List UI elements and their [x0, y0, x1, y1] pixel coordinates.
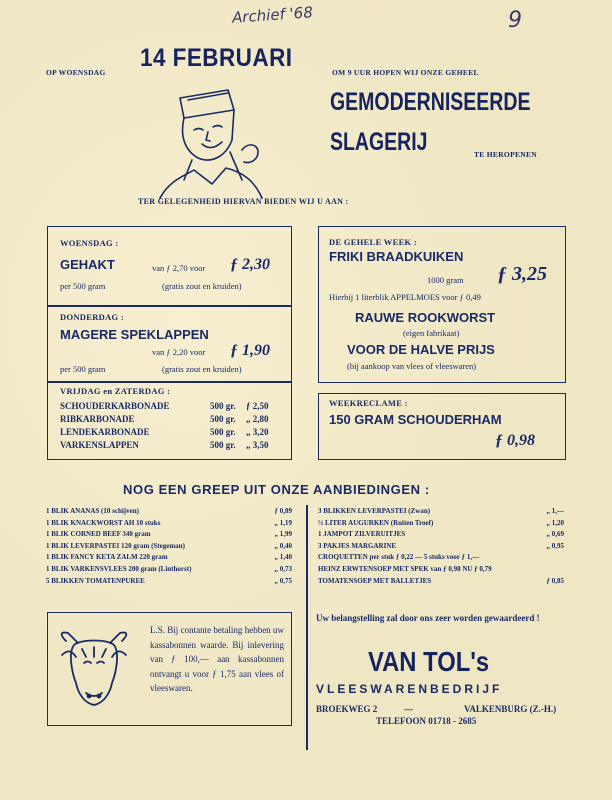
wednesday-product: GEHAKT — [60, 257, 115, 272]
week-note-2b: (bij aankoop van vlees of vleeswaren) — [347, 361, 477, 371]
header-intro: OM 9 UUR HOPEN WIJ ONZE GEHEEL — [332, 68, 479, 77]
week-note-2a: (eigen fabrikaat) — [403, 328, 460, 338]
wednesday-old-price: van ƒ 2,70 voor — [152, 263, 206, 273]
offers-right-list — [318, 506, 564, 587]
list-item: VARKENSLAPPEN 500 gr. „ 3,50 — [60, 440, 269, 450]
phone-number: TELEFOON 01718 - 2685 — [376, 716, 477, 726]
week-offers-box — [318, 226, 566, 383]
offer-intro-line: TER GELEGENHEID HIERVAN BIEDEN WIJ U AAN : — [138, 197, 349, 206]
headline-line-1: GEMODERNISEERDE — [330, 88, 531, 116]
list-item: 3 BLIKKEN LEVERPASTEI (Zwan) „ 1,— — [318, 507, 564, 515]
list-item: 5 BLIKKEN TOMATENPUREE „ 0,75 — [46, 576, 292, 585]
header-prefix: OP WOENSDAG — [46, 68, 106, 77]
brand-subtitle: VLEESWARENBEDRIJF — [316, 682, 503, 696]
list-item: CROQUETTEN per stuk ƒ 0,22 — 5 stuks voor ƒ 1,— — [318, 553, 480, 562]
kassabon-text: L.S. Bij contante betaling hebben uw kassabonnen waarde. Bij inlevering van ƒ 100,— aan kassabonnen ontvangt u voor ƒ 1,75 aan vlees of vleeswaren. — [150, 625, 284, 693]
list-item: 3 PAKJES MARGARINE „ 0,95 — [318, 541, 564, 550]
list-item: HEINZ ERWTENSOEP MET SPEK van ƒ 0,98 NU ƒ 0,79 — [318, 564, 492, 573]
list-item: LENDEKARBONADE 500 gr. „ 3,20 — [60, 427, 269, 437]
wednesday-label: WOENSDAG : — [60, 238, 119, 248]
thursday-unit: per 500 gram — [60, 364, 106, 374]
address-street: BROEKWEG 2 — [316, 704, 378, 714]
page-number-handwritten: 9 — [508, 8, 522, 33]
list-item: SCHOUDERKARBONADE 500 gr. ƒ 2,50 — [60, 401, 269, 411]
friday-saturday-list — [60, 400, 280, 452]
brand-name: VAN TOL's — [368, 646, 490, 677]
offers-left-list — [46, 506, 292, 587]
thursday-label: DONDERDAG : — [60, 312, 124, 322]
wednesday-note: (gratis zout en kruiden) — [162, 281, 242, 291]
thursday-product: MAGERE SPEKLAPPEN — [60, 327, 209, 342]
address-city: VALKENBURG (Z.-H.) — [464, 704, 557, 714]
archive-handwritten-note: Archief '68 — [231, 3, 314, 27]
list-item: 1 BLIK FANCY KETA ZALM 220 gram „ 1,40 — [46, 553, 292, 562]
list-item: TOMATENSOEP MET BALLETJES ƒ 0,85 — [318, 576, 564, 585]
headline-line-2: SLAGERIJ — [330, 128, 428, 156]
week-product-1: FRIKI BRAADKUIKEN — [329, 249, 464, 264]
thursday-price: ƒ 1,90 — [230, 342, 270, 359]
list-item: 1 BLIK KNACKWORST AH 10 stuks „ 1,19 — [46, 518, 292, 527]
kassabon-box — [47, 612, 292, 726]
week-extra-1: Hierbij 1 literblik APPELMOES voor ƒ 0,49 — [329, 292, 481, 302]
list-item: ½ LITER AUGURKEN (Ruiten Troef) „ 1,20 — [318, 518, 564, 527]
week-price-1: ƒ 3,25 — [497, 263, 547, 285]
wednesday-unit: per 500 gram — [60, 281, 106, 291]
thursday-old-price: van ƒ 2,20 voor — [152, 347, 206, 357]
address-dash: — — [404, 704, 413, 714]
center-divider — [306, 505, 308, 750]
list-item: 1 BLIK VARKENSVLEES 200 gram (Linthorst) „ 0,73 — [46, 564, 292, 573]
offers-title: NOG EEN GREEP UIT ONZE AANBIEDINGEN : — [123, 482, 430, 497]
header-date: 14 FEBRUARI — [140, 44, 293, 72]
header-suffix: TE HEROPENEN — [474, 150, 537, 159]
list-item: RIBKARBONADE 500 gr. „ 2,80 — [60, 414, 269, 424]
butcher-illustration-icon — [150, 80, 275, 200]
list-item: 1 BLIK CORNED BEEF 340 gram „ 1,99 — [46, 530, 292, 539]
thanks-text: Uw belangstelling zal door ons zeer worden gewaardeerd ! — [316, 613, 540, 623]
friday-saturday-label: VRIJDAG en ZATERDAG : — [60, 386, 171, 396]
week-qty-1: 1000 gram — [427, 275, 464, 285]
weekreclame-box — [318, 393, 566, 460]
weekreclame-price: ƒ 0,98 — [495, 432, 535, 449]
daily-offers-box — [47, 226, 292, 460]
wednesday-price: ƒ 2,30 — [230, 256, 270, 273]
list-item: 1 JAMPOT ZILVERUITJES „ 0,69 — [318, 530, 564, 539]
cow-head-icon — [56, 629, 132, 709]
week-product-2: RAUWE ROOKWORST — [355, 310, 496, 325]
weekreclame-label: WEEKRECLAME : — [329, 398, 408, 408]
weekreclame-product: 150 GRAM SCHOUDERHAM — [329, 412, 502, 427]
week-product-2b: VOOR DE HALVE PRIJS — [347, 342, 495, 357]
thursday-note: (gratis zout en kruiden) — [162, 364, 242, 374]
week-label: DE GEHELE WEEK : — [329, 237, 418, 247]
list-item: 1 BLIK LEVERPASTEI 120 gram (Stegeman) „ 0,40 — [46, 541, 292, 550]
list-item: 1 BLIK ANANAS (10 schijven) ƒ 0,89 — [46, 507, 292, 515]
